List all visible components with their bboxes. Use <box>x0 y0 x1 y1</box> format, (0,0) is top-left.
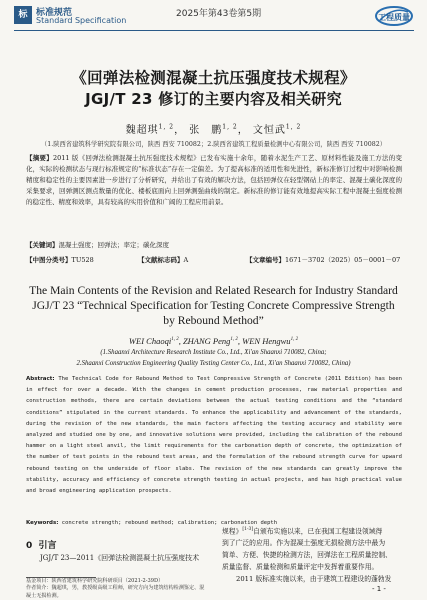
right-column-line: 到了广泛的应用。作为混凝土强度无损检测方法中最为 <box>222 539 386 548</box>
author-sup: 1, 2 <box>158 123 175 131</box>
affiliation-en-line1: (1.Shaanxi Architecture Research Institute Co., Ltd., Xi'an Shaanxi 710082, China; <box>100 349 327 356</box>
title-en-line1: The Main Contents of the Revision and Related Research for Industry Standard <box>29 284 398 297</box>
abstract-cn-label: 【摘要】 <box>26 154 53 162</box>
author-name: 张 鹏 <box>189 125 223 136</box>
authors-en: WEI Chaoqi$^{1, 2}$, ZHANG Peng$^{1, 2}$, WEN Hengwu$^{1, 2}$ <box>128 336 299 346</box>
abstract-en-label: Abstract: <box>26 376 55 382</box>
journal-logo-icon <box>374 4 414 28</box>
section-title: 引言 <box>38 541 57 551</box>
header-rule <box>14 30 414 31</box>
doc-code-label: 【文献标志码】 <box>138 256 184 264</box>
authors-cn: 魏超琪$^{1, 2}$， 张 鹏$^{1, 2}$， 文恒武$^{1, 2}$ <box>125 123 302 136</box>
keywords-en-label: Keywords: <box>26 520 59 526</box>
right-column-line <box>222 524 402 537</box>
running-header <box>0 0 427 40</box>
right-column-line: 质量监督、质量检测和质量评定中发挥着重要作用。 <box>222 563 379 572</box>
author-name: 文恒武 <box>252 125 286 136</box>
abstract-cn-text: 2011 版《回弹法检测混凝土抗压强度技术规程》已发布实施十余年，随着水泥生产工艺、原材料性能及施工方法的变化，实际的检测状态与现行标准规定的“标准状态”存在一定偏差。为了提高标准的适用性和先进性，新标准修订过程中对影响检测精度和稳定性的主要因素进一步进行了分析研究，并给出了有效的解决方法，包括回弹仪在轻型钢砧上的率定、混凝土碳化深度的采集要求，回弹测区测点数量的优化、楼板底面向上回弹测强曲线的制定。新标准的修订能有效地提高实际工程中混凝土强度检测的稳定性、精度和效率，具有较高的实用价值和广阔的工程应用前景。 <box>26 154 403 206</box>
author-sup: 1, 2 <box>222 123 238 131</box>
right-column-line: 2011 版标准实施以来，由于建筑工程建设的蓬勃发 <box>236 575 392 584</box>
title-en-line3: by Rebound Method” <box>163 314 264 327</box>
keywords-cn-label: 【关键词】 <box>26 241 59 249</box>
footnote-funding: 基金项目：陕西省建筑科学研究院科研项目（2021-2-39D） <box>26 578 164 584</box>
affiliation-cn: （1.陕西省建筑科学研究院有限公司，陕西 西安 710082；2.陕西省建筑工程质量检测中心有限公司，陕西 西安 710082） <box>40 141 387 148</box>
citation-sup: [1-3] <box>242 527 254 532</box>
section-number: 0 <box>26 541 33 551</box>
article-id-value: 1671－3702（2025）05－0001－07 <box>285 256 401 264</box>
journal-section-badge: 标 <box>14 6 32 24</box>
right-column-line: 简单、方便、快捷的检测方法，回弹法在工程质量控制、 <box>222 551 392 560</box>
doc-code-value: A <box>183 256 189 264</box>
abstract-cn <box>26 153 402 208</box>
author-name: 魏超琪 <box>125 125 159 136</box>
affiliation-en-line2: 2.Shaanxi Construction Engineering Quality Testing Center Co., Ltd., Xi'an Shaanxi 710082, China) <box>76 360 351 367</box>
title-en <box>20 283 407 328</box>
keywords-cn-text: 混凝土强度；回弹法；率定；碳化深度 <box>58 241 169 249</box>
document-code <box>138 255 188 264</box>
issue-info: 2025年第43卷第5期 <box>176 9 262 19</box>
clc-number <box>26 255 94 264</box>
author-en-sup: 1, 2 <box>171 337 179 343</box>
title-en-line2: JGJ/T 23 “Technical Specification for Testing Concrete Compressive Strength <box>32 299 395 312</box>
page-number: - 1 - <box>372 585 386 593</box>
title-cn-line2: JGJ/T 23 修订的主要内容及相关研究 <box>85 90 342 108</box>
left-column-text: JGJ/T 23—2011《回弹法检测混凝土抗压强度技术 <box>40 554 200 562</box>
right-text: 规程》 <box>222 527 243 536</box>
author-en-name: ZHANG Peng <box>182 336 231 346</box>
abstract-en-text: The Technical Code for Rebound Method to Test Compressive Strength of Concrete (2011 Edition) has been in effect for over a decade. With the changes in cement production processes, raw material properties and construction methods, there are certain deviations between the actual testing conditions and the “standard conditions” stipulated in the current standards. To enhance the applicability and advancement of the standards, during the revision of the new standards, the main factors affecting the testing accuracy and stability were analyzed and studied one by one, and innovative solutions were provided, including the calibration of the rebound hammer on a light steel anvil, the limit requirements for the carbonation depth of concrete, the optimization of the number of test points in the rebound test areas, and the formulation of the rebound strength curve for upward rebound testing on the underside of floor slabs. The revision of the new standards can greatly improve the stability, accuracy and efficiency of concrete strength testing in actual projects, and has high practical value and broad engineering application prospects. <box>26 376 402 495</box>
right-text: 自颁布实施以来，已在我国工程建设领域得 <box>253 527 383 536</box>
clc-label: 【中图分类号】 <box>26 256 72 264</box>
author-en-sup: 1, 2 <box>230 337 238 343</box>
keywords-en-text: concrete strength; rebound method; calibration; carbonation depth <box>61 520 278 526</box>
author-sup: 1, 2 <box>285 123 302 131</box>
right-column <box>222 524 402 585</box>
author-en-sup: 1, 2 <box>290 337 299 343</box>
abstract-en <box>26 374 402 497</box>
left-column <box>26 540 206 564</box>
title-cn-line1: 《回弹法检测混凝土抗压强度技术规程》 <box>71 69 356 87</box>
clc-value: TU528 <box>71 256 94 264</box>
article-id-label: 【文章编号】 <box>246 256 285 264</box>
journal-section-en: Standard Specification <box>36 16 127 25</box>
author-en-name: WEN Hengwu <box>242 336 291 346</box>
article-id <box>246 255 400 264</box>
journal-logo-text: 工程质量 <box>378 13 410 22</box>
section-heading <box>26 540 206 552</box>
footnote-author-bio: 作者简介：魏超琪，男，教授级高级工程师，研究方向为建筑结构检测鉴定、混凝土无损检测。 <box>26 585 205 599</box>
footnote <box>26 578 206 600</box>
author-en-name: WEI Chaoqi <box>128 336 172 346</box>
journal-section-cn: 标准规范 <box>36 8 73 18</box>
keywords-cn <box>26 240 402 251</box>
